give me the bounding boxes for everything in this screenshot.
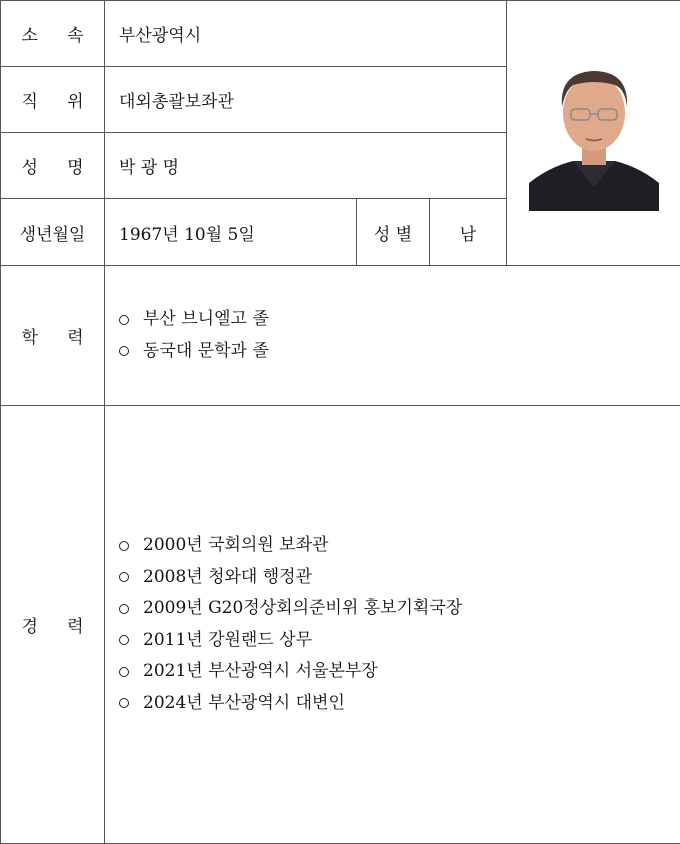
- education-list: [105, 304, 680, 367]
- career-list: [105, 530, 680, 719]
- bullet-circle-icon: [119, 667, 129, 677]
- bullet-circle-icon: [119, 572, 129, 582]
- birth-label: 생년월일: [1, 199, 105, 266]
- list-item: 2011년 강원랜드 상무: [119, 625, 680, 657]
- list-item: 2024년 부산광역시 대변인: [119, 688, 680, 720]
- photo-cell: [507, 1, 680, 266]
- list-item: 2008년 청와대 행정관: [119, 562, 680, 594]
- career-list-cell: [105, 406, 680, 844]
- name-label: 성 명: [1, 133, 105, 199]
- list-item: 2021년 부산광역시 서울본부장: [119, 656, 680, 688]
- bullet-circle-icon: [119, 346, 129, 356]
- list-item: 2009년 G20정상회의준비위 홍보기획국장: [119, 593, 680, 625]
- education-label: 학 력: [1, 266, 105, 406]
- affiliation-value: 부산광역시: [105, 1, 507, 67]
- birth-value: 1967년 10월 5일: [105, 199, 357, 266]
- bullet-circle-icon: [119, 541, 129, 551]
- bullet-circle-icon: [119, 635, 129, 645]
- name-value: 박 광 명: [105, 133, 507, 199]
- person-portrait-icon: [529, 55, 659, 211]
- position-label: 직 위: [1, 67, 105, 133]
- gender-label: 성 별: [357, 199, 430, 266]
- position-value: 대외총괄보좌관: [105, 67, 507, 133]
- list-item: 2000년 국회의원 보좌관: [119, 530, 680, 562]
- list-item: 동국대 문학과 졸: [119, 336, 680, 368]
- affiliation-label: 소 속: [1, 1, 105, 67]
- career-label: 경 력: [1, 406, 105, 844]
- education-list-cell: [105, 266, 680, 406]
- bullet-circle-icon: [119, 698, 129, 708]
- bullet-circle-icon: [119, 604, 129, 614]
- gender-value: 남: [430, 199, 507, 266]
- list-item: 부산 브니엘고 졸: [119, 304, 680, 336]
- bullet-circle-icon: [119, 315, 129, 325]
